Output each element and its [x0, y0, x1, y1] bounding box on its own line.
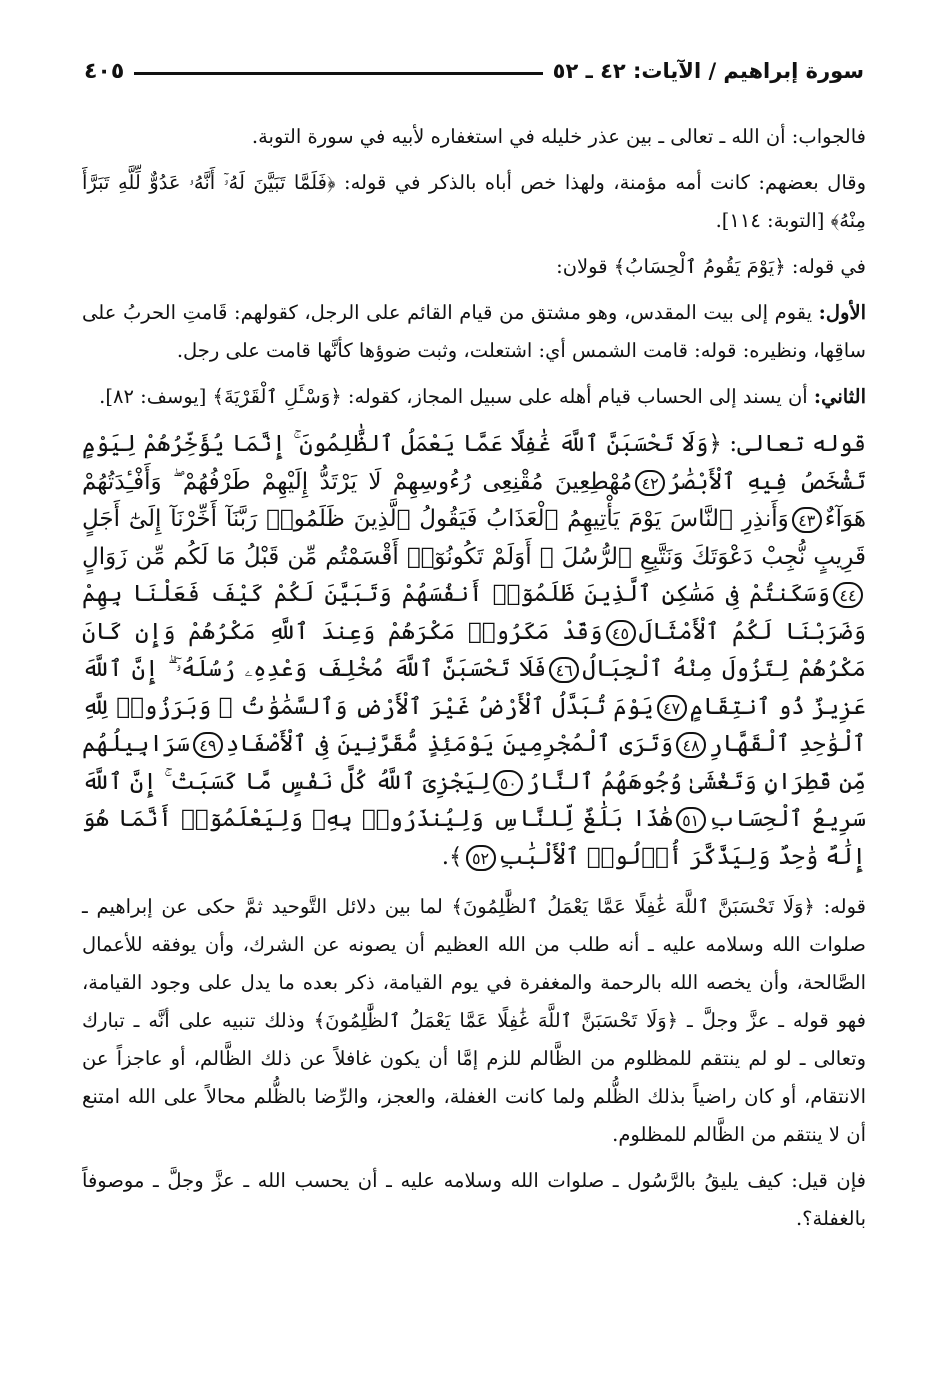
verse-number-marker: ٥٠ [493, 770, 523, 796]
verse-number-marker: ٤٩ [193, 732, 223, 758]
verse-number-marker: ٤٢ [635, 470, 665, 496]
verse-number-marker: ٤٦ [549, 657, 579, 683]
header-rule [134, 72, 542, 75]
quran-verses-block [82, 426, 866, 876]
paragraph-question: فإن قيل: كيف يليقُ بالرَّسُول ـ صلوات الله وسلامه عليه ـ أن يحسب الله ـ عزَّ وجلَّ ـ موصوفاً بالغفلة؟. [82, 1169, 866, 1230]
verse-text: هَٰذَا بَلَٰغٌ لِّلنَّاسِ وَلِيُنذَرُوا۟ بِهِۦ وَلِيَعْلَمُوٓا۟ أَنَّمَا هُوَ إِلَٰهٌ وَٰحِدٌ وَلِيَذَّكَّرَ أُو۟لُوا۟ ٱلْأَلْبَٰبِ [82, 806, 866, 870]
verse-text: لِيَجْزِىَ ٱللَّهُ كُلَّ نَفْسٍ مَّا كَسَبَتْ ۚ إِنَّ ٱللَّهَ سَرِيعُ ٱلْحِسَابِ [82, 768, 866, 832]
verse-number-marker: ٥١ [676, 807, 706, 833]
verse-number-marker: ٤٨ [676, 732, 706, 758]
first-saying-label: الأول: [818, 301, 866, 324]
paragraph-commentary: قوله: ﴿وَلَا تَحْسَبَنَّ ٱللَّهَ غَٰفِلًا عَمَّا يَعْمَلُ ٱلظَّٰلِمُونَ﴾ لما بين دلائل التَّوحيد ثمَّ حكى عن إبراهيم ـ صلوات الله وسلامه عليه ـ أنه طلب من الله العظيم أن يصونه عن الشرك، وأن يوفقه للأعمال الصَّالحة، وأن يخصه الله بالرحمة والمغفرة في يوم القيامة، ذكر بعده ما يدل على وجود القيامة، فهو قوله ـ عزَّ وجلَّ ـ ﴿وَلَا تَحْسَبَنَّ ٱللَّهَ غَٰفِلًا عَمَّا يَعْمَلُ ٱلظَّٰلِمُونَ﴾ وذلك تنبيه على أنَّه ـ تبارك وتعالى ـ لو لم ينتقم للمظلوم من الظَّالم للزم إمَّا أن يكون غافلاً عن ذلك الظَّالم، أو عاجزاً عن الانتقام، أو كان راضياً بذلك الظُّلم ولما كانت الغفلة، والعجز، والرِّضا بالظُّلم محالاً على الله امتنع أن لا ينتقم من الظَّالم للمظلوم. [82, 895, 866, 1146]
verses-closing: ﴾. [441, 843, 463, 870]
verse-number-marker: ٤٣ [792, 507, 822, 533]
verse-text: وَسَكَنتُمْ فِى مَسَٰكِنِ ٱلَّذِينَ ظَلَمُوٓا۟ أَنفُسَهُمْ وَتَبَيَّنَ لَكُمْ كَيْفَ فَعَلْنَا بِهِمْ وَضَرَبْنَا لَكُمُ ٱلْأَمْثَالَ [82, 581, 866, 645]
paragraph-two-sayings: في قوله: ﴿يَوْمَ يَقُومُ ٱلْحِسَابُ﴾ قولان: [556, 255, 866, 278]
verse-text: سَرَابِيلُهُم مِّن قَطِرَانٍ وَتَغْشَىٰ وُجُوهَهُمُ ٱلنَّارُ [82, 731, 866, 795]
verse-text: وَأَنذِرِ ٱلنَّاسَ يَوْمَ يَأْتِيهِمُ ٱلْعَذَابُ فَيَقُولُ ٱلَّذِينَ ظَلَمُوا۟ رَبَّنَآ أَخِّرْنَآ إِلَىٰٓ أَجَلٍ قَرِيبٍ نُّجِبْ دَعْوَتَكَ وَنَتَّبِعِ ٱلرُّسُلَ ۗ أَوَلَمْ تَكُونُوٓا۟ أَقْسَمْتُم مِّن قَبْلُ مَا لَكُم مِّن زَوَالٍ [82, 506, 866, 570]
page-body [82, 118, 866, 1246]
second-saying-label: الثاني: [813, 385, 866, 408]
paragraph-first-saying [82, 294, 866, 370]
verse-text: يَوْمَ تُبَدَّلُ ٱلْأَرْضُ غَيْرَ ٱلْأَرْضِ وَٱلسَّمَٰوَٰتُ ۖ وَبَرَزُوا۟ لِلَّهِ ٱلْوَٰحِدِ ٱلْقَهَّارِ [82, 693, 866, 757]
verse-number-marker: ٤٧ [657, 695, 687, 721]
verse-text: ﴿وَلَا تَحْسَبَنَّ ٱللَّهَ غَٰفِلًا عَمَّا يَعْمَلُ ٱلظَّٰلِمُونَ ۚ إِنَّمَا يُؤَخِّرُهُمْ لِيَوْمٍ تَشْخَصُ فِيهِ ٱلْأَبْصَٰرُ [82, 431, 866, 495]
verse-number-marker: ٥٢ [466, 845, 496, 871]
verse-number-marker: ٤٤ [833, 582, 863, 608]
running-title: سورة إبراهيم / الآيات: ٤٢ ـ ٥٢ [552, 59, 864, 83]
paragraph-answer: فالجواب: أن الله ـ تعالى ـ بين عذر خليله في استغفاره لأبيه في سورة التوبة. [251, 125, 866, 148]
verse-text: فَلَا تَحْسَبَنَّ ٱللَّهَ مُخْلِفَ وَعْدِهِۦ رُسُلَهُۥٓ ۗ إِنَّ ٱللَّهَ عَزِيزٌ ذُو ٱنتِقَامٍ [82, 656, 866, 720]
verse-number-marker: ٤٥ [606, 620, 636, 646]
second-saying-text: أن يسند إلى الحساب قيام أهله على سبيل المجاز، كقوله: ﴿وَسْـَٔلِ ٱلْقَرْيَةَ﴾ [يوسف: ٨٢]. [99, 385, 814, 408]
paragraph-some-said: وقال بعضهم: كانت أمه مؤمنة، ولهذا خص أباه بالذكر في قوله: ﴿فَلَمَّا تَبَيَّنَ لَهُۥٓ أَنَّهُۥ عَدُوٌّ لِّلَّهِ تَبَرَّأَ مِنْهُ﴾ [التوبة: ١١٤]. [82, 171, 866, 232]
verse-text: مُهْطِعِينَ مُقْنِعِى رُءُوسِهِمْ لَا يَرْتَدُّ إِلَيْهِمْ طَرْفُهُمْ ۖ وَأَفْـِٔدَتُهُمْ هَوَآءٌ [82, 468, 866, 532]
page-number: ٤٠٥ [84, 58, 125, 84]
verse-text: وَقَدْ مَكَرُوا۟ مَكْرَهُمْ وَعِندَ ٱللَّهِ مَكْرُهُمْ وَإِن كَانَ مَكْرُهُمْ لِتَزُولَ مِنْهُ ٱلْجِبَالُ [82, 618, 866, 682]
verse-text: وَتَرَى ٱلْمُجْرِمِينَ يَوْمَئِذٍ مُّقَرَّنِينَ فِى ٱلْأَصْفَادِ [225, 731, 674, 757]
verses-intro: قوله تعالى: [721, 431, 866, 457]
page-header [84, 56, 864, 86]
first-saying-text: يقوم إلى بيت المقدس، وهو مشتق من قيام القائم على الرجل، كقولهم: قَامتِ الحربُ على ساقِها، ونظيره: قوله: قامت الشمس أي: اشتعلت، وثبت ضوؤها كأنَّها قامت على رجل. [82, 301, 866, 362]
paragraph-second-saying [82, 378, 866, 416]
